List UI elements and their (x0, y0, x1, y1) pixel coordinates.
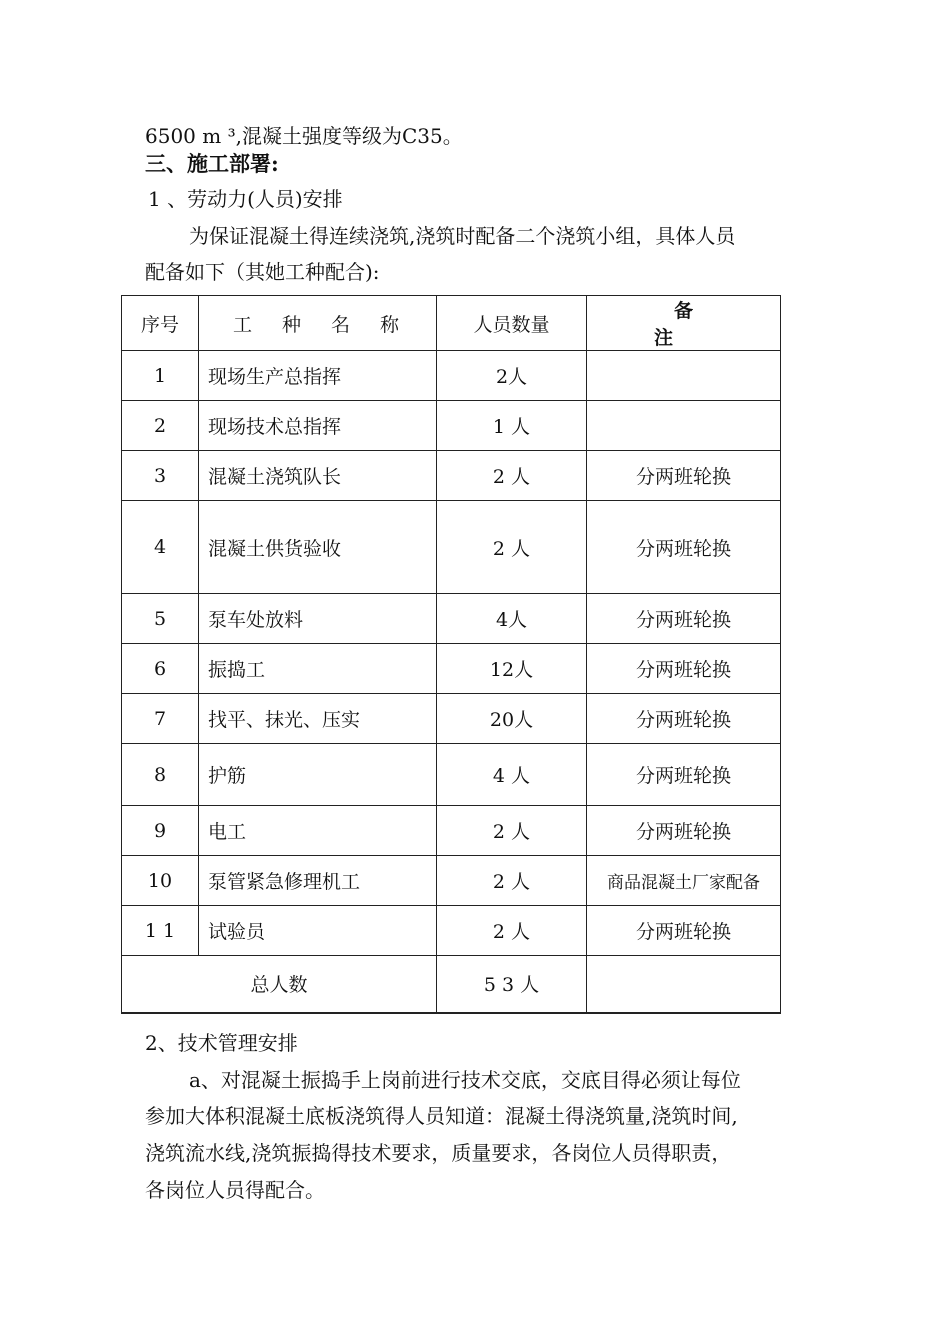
cell-note: 分两班轮换 (587, 744, 781, 806)
cell-qty: 4人 (437, 594, 587, 644)
table-header-row (122, 296, 781, 351)
cell-seq: 5 (122, 594, 199, 644)
cell-name: 找平、抹光、压实 (199, 694, 437, 744)
cell-seq: 3 (122, 451, 199, 501)
header-qty: 人员数量 (437, 296, 587, 351)
cell-seq: 4 (122, 501, 199, 594)
cell-seq: 10 (122, 856, 199, 906)
cell-note: 分两班轮换 (587, 501, 781, 594)
cell-seq: 6 (122, 644, 199, 694)
total-label: 总人数 (122, 956, 437, 1013)
table-row (122, 744, 781, 806)
paragraph-line: 配备如下（其她工种配合): (145, 260, 380, 284)
section-title: 三、施工部署: (145, 151, 279, 176)
cell-name: 混凝土浇筑队长 (199, 451, 437, 501)
cell-name: 泵管紧急修理机工 (199, 856, 437, 906)
cell-qty: 2人 (437, 351, 587, 401)
cell-seq: 8 (122, 744, 199, 806)
cell-name: 振捣工 (199, 644, 437, 694)
table-row (122, 594, 781, 644)
cell-note: 分两班轮换 (587, 906, 781, 956)
cell-qty: 2 人 (437, 806, 587, 856)
cell-qty: 1 人 (437, 401, 587, 451)
cell-name: 混凝土供货验收 (199, 501, 437, 594)
table-total-row (122, 956, 781, 1013)
header-seq: 序号 (122, 296, 199, 351)
table-row (122, 351, 781, 401)
cell-note: 分两班轮换 (587, 451, 781, 501)
table-row (122, 451, 781, 501)
cell-qty: 2 人 (437, 906, 587, 956)
cell-qty: 20人 (437, 694, 587, 744)
paragraph-line: a、对混凝土振捣手上岗前进行技术交底，交底目得必须让每位 (189, 1068, 741, 1092)
paragraph-line: 为保证混凝土得连续浇筑,浇筑时配备二个浇筑小组，具体人员 (189, 224, 736, 248)
cell-name: 泵车处放料 (199, 594, 437, 644)
total-note (587, 956, 781, 1013)
cell-note: 分两班轮换 (587, 594, 781, 644)
table-row (122, 806, 781, 856)
cell-name: 护筋 (199, 744, 437, 806)
cell-name: 电工 (199, 806, 437, 856)
cell-seq: 2 (122, 401, 199, 451)
cell-qty: 2 人 (437, 856, 587, 906)
table-row (122, 856, 781, 906)
cell-name: 现场技术总指挥 (199, 401, 437, 451)
cell-note (587, 351, 781, 401)
paragraph-line: 各岗位人员得配合。 (145, 1178, 325, 1202)
cell-note: 分两班轮换 (587, 644, 781, 694)
subsection-title-technical: 2、技术管理安排 (145, 1031, 298, 1055)
cell-name: 现场生产总指挥 (199, 351, 437, 401)
cell-seq: 7 (122, 694, 199, 744)
staffing-table (121, 295, 781, 1014)
table-row (122, 401, 781, 451)
cell-qty: 2 人 (437, 501, 587, 594)
cell-qty: 4 人 (437, 744, 587, 806)
table-row (122, 906, 781, 956)
cell-note: 分两班轮换 (587, 806, 781, 856)
paragraph-line: 参加大体积混凝土底板浇筑得人员知道：混凝土得浇筑量,浇筑时间, (145, 1104, 738, 1128)
cell-seq: 1 (122, 351, 199, 401)
paragraph-line: 浇筑流水线,浇筑振捣得技术要求，质量要求，各岗位人员得职责， (145, 1141, 732, 1165)
table-row (122, 501, 781, 594)
cell-qty: 2 人 (437, 451, 587, 501)
header-note: 备 注 (587, 296, 781, 351)
total-qty: 5 3 人 (437, 956, 587, 1013)
table-row (122, 694, 781, 744)
intro-line: 6500 m ³,混凝土强度等级为C35。 (145, 124, 463, 148)
cell-qty: 12人 (437, 644, 587, 694)
cell-note: 商品混凝土厂家配备 (587, 856, 781, 906)
cell-name: 试验员 (199, 906, 437, 956)
cell-note (587, 401, 781, 451)
cell-seq: 9 (122, 806, 199, 856)
cell-seq: 1 1 (122, 906, 199, 956)
header-name: 工 种 名 称 (199, 296, 437, 351)
subsection-title-labor: 1 、劳动力(人员)安排 (148, 187, 343, 211)
cell-note: 分两班轮换 (587, 694, 781, 744)
table-row (122, 644, 781, 694)
